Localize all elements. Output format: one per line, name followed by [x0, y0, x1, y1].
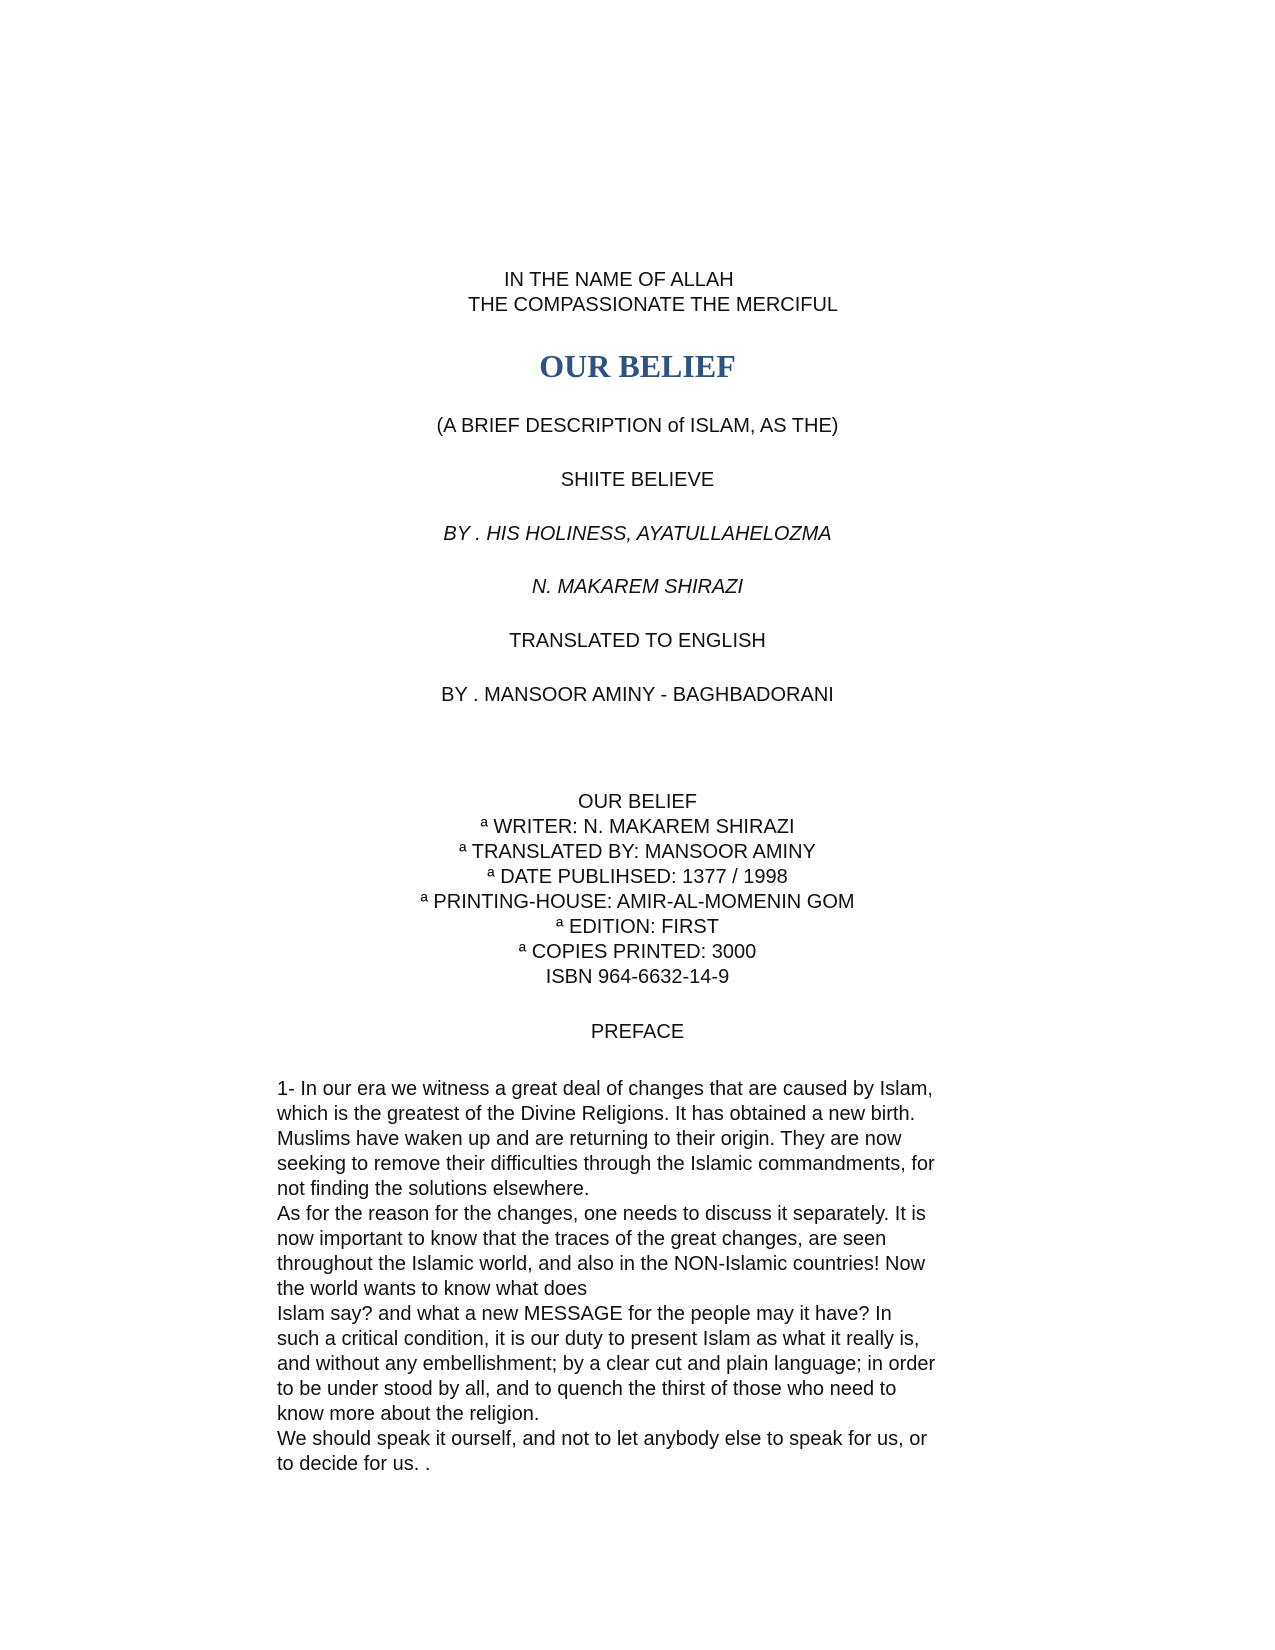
- preface-line: Muslims have waken up and are returning to their origin. They are now: [277, 1128, 902, 1150]
- preface-line: which is the greatest of the Divine Religions. It has obtained a new birth.: [277, 1103, 916, 1125]
- preface-line: not finding the solutions elsewhere.: [277, 1178, 590, 1200]
- preface-heading: PREFACE: [590, 1021, 685, 1043]
- colophon-line: OUR BELIEF: [578, 791, 697, 813]
- preface-line: know more about the religion.: [277, 1403, 540, 1425]
- subtitle-2: SHIITE BELIEVE: [560, 469, 715, 491]
- preface-body: [277, 1077, 1007, 1477]
- preface-line: and without any embellishment; by a clear cut and plain language; in order: [277, 1353, 936, 1375]
- header-line-2: THE COMPASSIONATE THE MERCIFUL: [468, 294, 839, 316]
- preface-line: now important to know that the traces of the great changes, are seen: [277, 1228, 887, 1250]
- preface-line: 1- In our era we witness a great deal of changes that are caused by Islam,: [277, 1078, 933, 1100]
- colophon-line: ª DATE PUBLIHSED: 1377 / 1998: [487, 866, 788, 888]
- preface-line: to decide for us. .: [277, 1453, 431, 1475]
- preface-line: the world wants to know what does: [277, 1278, 588, 1300]
- preface-line: Islam say? and what a new MESSAGE for the people may it have? In: [277, 1303, 892, 1325]
- author-line-2: N. MAKAREM SHIRAZI: [531, 576, 744, 598]
- colophon-line: ISBN 964-6632-14-9: [545, 966, 730, 988]
- document-title: OUR BELIEF: [539, 348, 736, 384]
- preface-line: seeking to remove their difficulties through the Islamic commandments, for: [277, 1153, 935, 1175]
- preface-line: such a critical condition, it is our duty to present Islam as what it really is,: [277, 1328, 920, 1350]
- colophon-line: ª COPIES PRINTED: 3000: [518, 941, 757, 963]
- header-line-1: IN THE NAME OF ALLAH: [504, 269, 734, 291]
- colophon-line: ª WRITER: N. MAKAREM SHIRAZI: [480, 816, 795, 838]
- translator-line: BY . MANSOOR AMINY - BAGHBADORANI: [441, 684, 834, 706]
- preface-line: We should speak it ourself, and not to let anybody else to speak for us, or: [277, 1428, 928, 1450]
- colophon-block: [0, 790, 1275, 990]
- colophon-line: ª PRINTING-HOUSE: AMIR-AL-MOMENIN GOM: [420, 891, 855, 913]
- subtitle: (A BRIEF DESCRIPTION of ISLAM, AS THE): [436, 415, 839, 437]
- author-line-1: BY . HIS HOLINESS, AYATULLAHELOZMA: [443, 523, 832, 545]
- translated-line: TRANSLATED TO ENGLISH: [509, 630, 766, 652]
- preface-line: As for the reason for the changes, one needs to discuss it separately. It is: [277, 1203, 926, 1225]
- preface-line: throughout the Islamic world, and also in the NON-Islamic countries! Now: [277, 1253, 926, 1275]
- preface-line: to be under stood by all, and to quench the thirst of those who need to: [277, 1378, 897, 1400]
- colophon-line: ª TRANSLATED BY: MANSOOR AMINY: [459, 841, 816, 863]
- colophon-line: ª EDITION: FIRST: [556, 916, 719, 938]
